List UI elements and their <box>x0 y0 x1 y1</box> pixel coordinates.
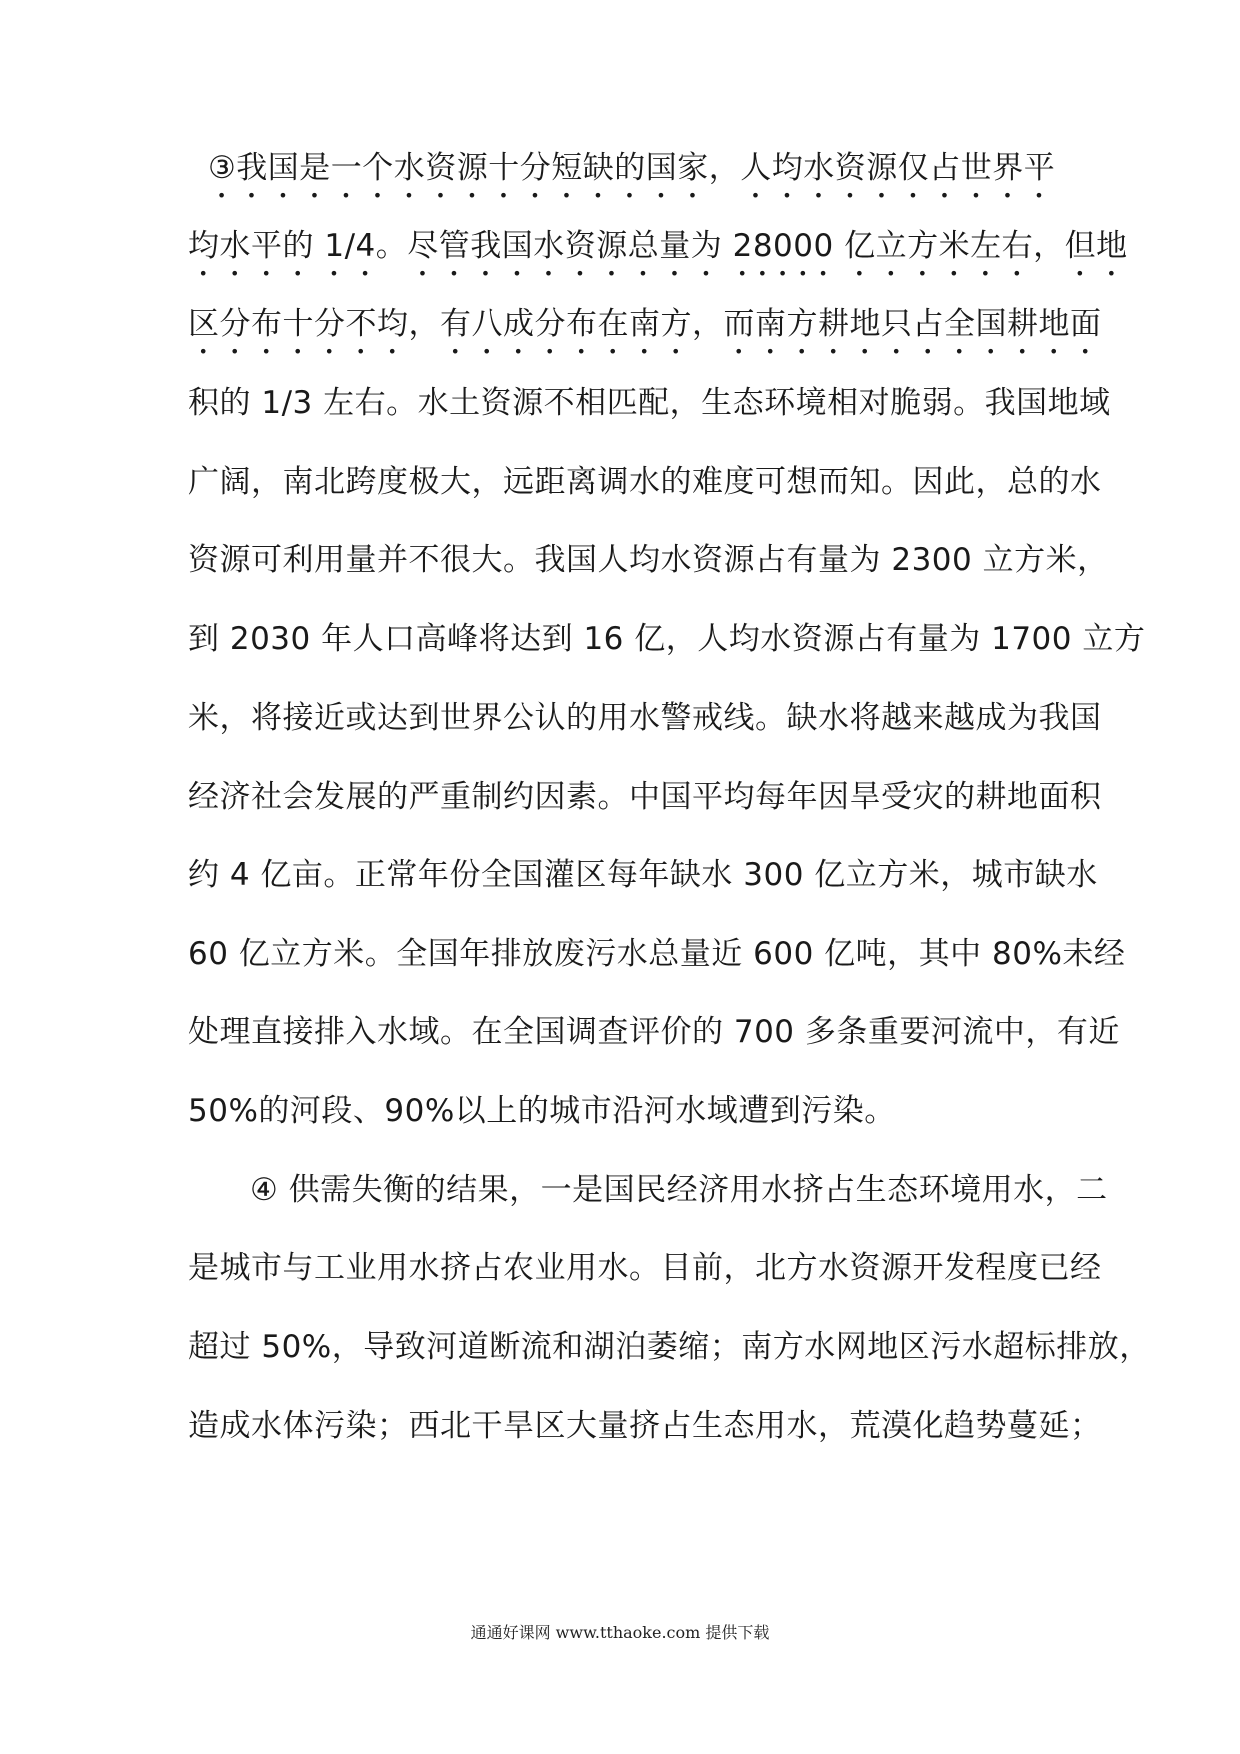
text-line: 处理直接排入水域。在全国调查评价的 700 多条重要河流中，有近 <box>188 1014 1120 1050</box>
text-line: ③我国是一个水资源十分短缺的国家，人均水资源仅占世界平 <box>208 150 1056 186</box>
text-line: 广阔，南北跨度极大，远距离调水的难度可想而知。因此，总的水 <box>188 464 1102 500</box>
text-line: 米，将接近或达到世界公认的用水警戒线。缺水将越来越成为我国 <box>188 700 1102 736</box>
text-line: 造成水体污染；西北干旱区大量挤占生态用水，荒漠化趋势蔓延； <box>188 1408 1102 1444</box>
page-footer: 通通好课网 www.tthaoke.com 提供下载 <box>470 1623 770 1642</box>
text-line: 约 4 亿亩。正常年份全国灌区每年缺水 300 亿立方米，城市缺水 <box>188 857 1098 893</box>
text-line: 经济社会发展的严重制约因素。中国平均每年因旱受灾的耕地面积 <box>188 779 1102 815</box>
text-line: 到 2030 年人口高峰将达到 16 亿，人均水资源占有量为 1700 立方 <box>188 621 1146 657</box>
text-line: 50%的河段、90%以上的城市沿河水域遭到污染。 <box>188 1093 896 1129</box>
text-line: 区分布十分不均，有八成分布在南方，而南方耕地只占全国耕地面 <box>188 306 1102 342</box>
text-line: ④ 供需失衡的结果，一是国民经济用水挤占生态环境用水，二 <box>250 1172 1108 1208</box>
text-line: 60 亿立方米。全国年排放废污水总量近 600 亿吨，其中 80%未经 <box>188 936 1126 972</box>
text-line: 均水平的 1/4。尽管我国水资源总量为 28000 亿立方米左右，但地 <box>188 228 1128 264</box>
text-line: 超过 50%，导致河道断流和湖泊萎缩；南方水网地区污水超标排放， <box>188 1329 1151 1365</box>
text-line: 是城市与工业用水挤占农业用水。目前，北方水资源开发程度已经 <box>188 1250 1102 1286</box>
text-line: 资源可利用量并不很大。我国人均水资源占有量为 2300 立方米， <box>188 542 1109 578</box>
text-line: 积的 1/3 左右。水土资源不相匹配，生态环境相对脆弱。我国地域 <box>188 385 1111 421</box>
